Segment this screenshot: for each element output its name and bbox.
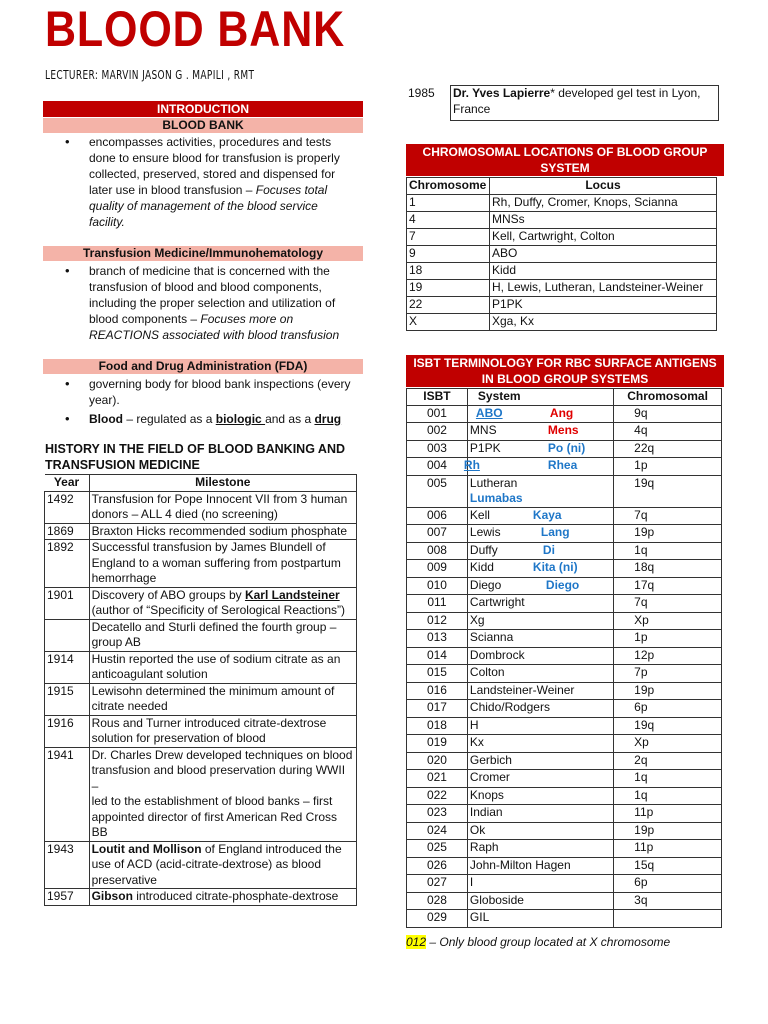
list-item: • governing body for blood bank inspections (every year). <box>43 376 358 408</box>
system-name: Lewis <box>469 525 501 539</box>
system-name: Colton <box>469 665 505 679</box>
table-row: 1914 Hustin reported the use of sodium citrate as an anticoagulant solution <box>45 651 357 683</box>
table-row: 1869 Braxton Hicks recommended sodium phosphate <box>45 523 357 540</box>
table-row: 1943 Loutit and Mollison of England introduced the use of ACD (acid-citrate-dextrose) as blood preservative <box>45 841 357 889</box>
list-item: • encompasses activities, procedures and tests done to ensure blood for transfusion is properly collected, preserved, stored and dispensed for later use in blood transfusion – Focuses total quality of management of the blood service facility. <box>43 134 353 230</box>
col-milestone: Milestone <box>89 475 356 492</box>
system-name: Kx <box>469 735 484 749</box>
introduction-bar: INTRODUCTION <box>43 101 363 117</box>
table-row: 7 Kell, Cartwright, Colton <box>407 228 717 245</box>
table-row: 22 P1PK <box>407 296 717 313</box>
mnemonic: Kaya <box>532 507 562 522</box>
fda-heading: Food and Drug Administration (FDA) <box>43 359 363 374</box>
mnemonic: Lang <box>540 525 570 539</box>
mnemonic: Mens <box>547 423 579 437</box>
list-item: • branch of medicine that is concerned with the transfusion of blood and blood components, including the proper selection and utilization of blood components – Focuses more on REACTIONS associated with blood transfusion <box>43 263 358 343</box>
list-item: • Blood – regulated as a biologic and as a drug <box>43 411 358 427</box>
mnemonic: Lumabas <box>469 491 523 505</box>
mnemonic: Diego <box>545 577 580 592</box>
history-heading: HISTORY IN THE FIELD OF BLOOD BANKING AND TRANSFUSION MEDICINE <box>45 442 346 472</box>
isbt-bar: ISBT TERMINOLOGY FOR RBC SURFACE ANTIGENS IN BLOOD GROUP SYSTEMS <box>406 355 724 387</box>
history-table <box>44 474 357 906</box>
table-row: 005 Lutheran Lumabas 19q <box>407 475 722 507</box>
table-row: 015 Colton 7p <box>407 665 722 683</box>
system-name: GIL <box>469 910 490 924</box>
system-name: Landsteiner-Weiner <box>469 682 575 697</box>
table-row: 1985 Dr. Yves Lapierre* developed gel test in Lyon, France <box>406 86 719 121</box>
table-row: 006 Kell Kaya 7q <box>407 507 722 525</box>
system-name: Ok <box>469 822 486 837</box>
table-row: 4 MNSs <box>407 211 717 228</box>
system-name: Diego <box>469 577 502 592</box>
system-name: Raph <box>469 840 499 854</box>
table-row: 1915 Lewisohn determined the minimum amount of citrate needed <box>45 683 357 715</box>
table-row: 009 Kidd Kita (ni) 18q <box>407 560 722 578</box>
table-row: 027 I 6p <box>407 875 722 893</box>
table-row: 1492 Transfusion for Pope Innocent VII from 3 human donors – ALL 4 died (no screening) <box>45 491 357 523</box>
table-row: 021 Cromer 1q <box>407 770 722 788</box>
table-row: 003 P1PK Po (ni) 22q <box>407 440 722 458</box>
table-row: 011 Cartwright 7q <box>407 595 722 613</box>
table-row: 017 Chido/Rodgers 6p <box>407 700 722 718</box>
system-name: Knops <box>469 787 504 802</box>
table-row: 013 Scianna 1p <box>407 630 722 648</box>
chromosomal-bar: CHROMOSOMAL LOCATIONS OF BLOOD GROUP SYSTEM <box>406 144 724 176</box>
table-row: 010 Diego Diego 17q <box>407 577 722 595</box>
system-name: John-Milton Hagen <box>469 857 571 872</box>
isbt-table <box>406 388 722 928</box>
chromosomal-table <box>406 177 717 331</box>
table-row: 1957 Gibson introduced citrate-phosphate-dextrose <box>45 889 357 906</box>
table-row: 002 MNS Mens 4q <box>407 423 722 441</box>
system-name: Cartwright <box>469 595 525 609</box>
system-name: ABO <box>475 405 503 420</box>
system-name: H <box>469 717 479 732</box>
system-name: Duffy <box>469 542 498 557</box>
table-row: 004 Rh Rhea 1p <box>407 458 722 476</box>
table-row: X Xga, Kx <box>407 313 717 330</box>
table-row: 19 H, Lewis, Lutheran, Landsteiner-Weiner <box>407 279 717 296</box>
table-row: 028 Globoside 3q <box>407 892 722 910</box>
system-name: Dombrock <box>469 647 525 662</box>
table-row: 019 Kx Xp <box>407 735 722 753</box>
system-name: Chido/Rodgers <box>469 700 550 714</box>
system-name: Globoside <box>469 892 524 907</box>
table-row: 001 ABO Ang 9q <box>407 405 722 423</box>
system-name: MNS <box>469 423 497 437</box>
table-row: 022 Knops 1q <box>407 787 722 805</box>
mnemonic: Rhea <box>547 458 578 472</box>
table-row: 008 Duffy Di 1q <box>407 542 722 560</box>
transfusion-medicine-list <box>43 263 358 343</box>
mnemonic: Ang <box>549 405 574 420</box>
system-name: P1PK <box>469 440 501 455</box>
table-row: 1916 Rous and Turner introduced citrate-dextrose solution for preservation of blood <box>45 715 357 747</box>
system-name: Xg <box>469 612 485 627</box>
table-row: 018 H 19q <box>407 717 722 735</box>
system-name: Scianna <box>469 630 514 644</box>
table-row: 029 GIL <box>407 910 722 928</box>
transfusion-medicine-heading: Transfusion Medicine/Immunohematology <box>43 246 363 261</box>
table-row: 014 Dombrock 12p <box>407 647 722 665</box>
page-title: BLOOD BANK <box>45 1 346 57</box>
system-name: Lutheran <box>469 475 518 490</box>
table-row: 9 ABO <box>407 245 717 262</box>
system-name: Cromer <box>469 770 510 784</box>
table-row: 020 Gerbich 2q <box>407 752 722 770</box>
system-name: Gerbich <box>469 752 512 767</box>
table-header: Chromosome Locus <box>407 178 717 195</box>
table-row: 1892 Successful transfusion by James Blundell of England to a woman suffering from postpartum hemorrhage <box>45 540 357 588</box>
table-header <box>45 475 357 492</box>
isbt-footnote: 012 – Only blood group located at X chromosome <box>406 935 671 949</box>
system-name: I <box>469 875 474 889</box>
mnemonic: Po (ni) <box>547 440 586 455</box>
table-row: 1901 Discovery of ABO groups by Karl Landsteiner (author of “Specificity of Serological Reactions”) <box>45 587 357 619</box>
table-row: 023 Indian 11p <box>407 805 722 823</box>
table-header: ISBT System Chromosomal <box>407 389 722 406</box>
table-row: 016 Landsteiner-Weiner 19p <box>407 682 722 700</box>
table-row: 024 Ok 19p <box>407 822 722 840</box>
system-name: Rh <box>463 458 480 472</box>
table-row: 1 Rh, Duffy, Cromer, Knops, Scianna <box>407 194 717 211</box>
col-year: Year <box>45 475 90 492</box>
table-row: 007 Lewis Lang 19p <box>407 525 722 543</box>
table-row: 18 Kidd <box>407 262 717 279</box>
table-row: Decatello and Sturli defined the fourth group – group AB <box>45 619 357 651</box>
gel-test-table <box>406 85 719 121</box>
mnemonic: Di <box>542 542 555 557</box>
system-name: Kidd <box>469 560 494 574</box>
fda-list <box>43 376 358 427</box>
isbt-body <box>407 405 722 927</box>
table-row: 1941 Dr. Charles Drew developed techniques on blood transfusion and blood preservation during WWII – led to the establishment of blood banks – first appointed director of first American Red Cross BB <box>45 747 357 841</box>
table-row: 025 Raph 11p <box>407 840 722 858</box>
table-row: 012 Xg Xp <box>407 612 722 630</box>
blood-bank-heading: BLOOD BANK <box>43 118 363 133</box>
system-name: Kell <box>469 507 490 522</box>
lecturer-line: LECTURER: MARVIN JASON G . MAPILI , RMT <box>45 67 255 82</box>
table-row: 026 John-Milton Hagen 15q <box>407 857 722 875</box>
blood-bank-list <box>43 134 353 230</box>
mnemonic: Kita (ni) <box>532 560 578 574</box>
system-name: Indian <box>469 805 503 819</box>
